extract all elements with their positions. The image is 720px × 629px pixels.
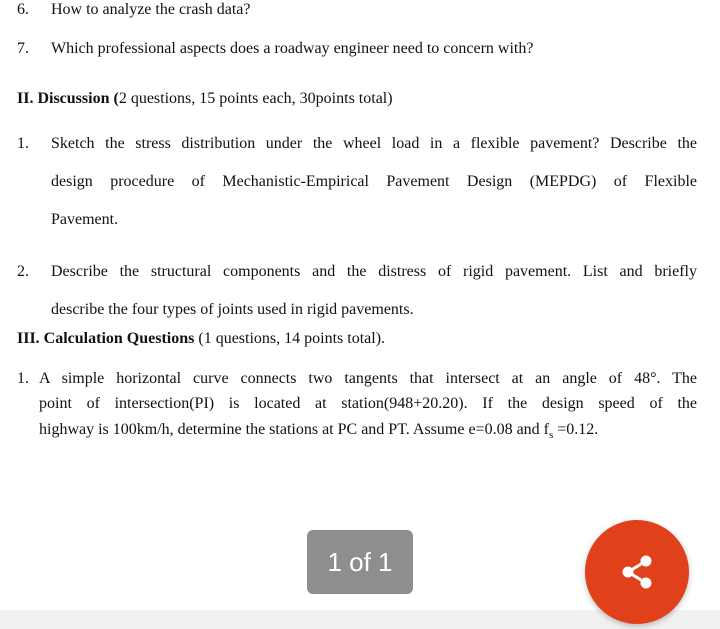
item-number: 1. [17,370,29,387]
question-line-text: =0.12. [553,421,599,438]
section-heading-discussion [17,89,393,109]
section-heading-detail: (1 questions, 14 points total). [194,330,386,347]
question-line: Pavement. [51,211,119,228]
question-line: point of intersection(PI) is located at station(948+20.20). If the design speed of the [39,395,697,412]
question-text: Which professional aspects does a roadway engineer need to concern with? [51,40,534,57]
share-icon [617,552,657,592]
item-number: 7. [17,40,29,57]
question-line: A simple horizontal curve connects two tangents that intersect at an angle of 48°. The [39,370,697,387]
item-number: 2. [17,263,29,280]
question-text: How to analyze the crash data? [51,1,251,18]
question-line: Describe the structural components and the distress of rigid pavement. List and briefly [51,263,697,280]
section-heading-bold: III. Calculation Questions [17,330,195,347]
subscript: s [549,429,554,442]
share-button[interactable] [585,520,689,624]
item-number: 6. [17,1,29,18]
section-heading-detail: 2 questions, 15 points each, 30points total) [118,90,393,107]
question-line-text: highway is 100km/h, determine the stations at PC and PT. Assume e=0.08 and f [39,421,549,438]
question-line [39,420,598,445]
question-line: describe the four types of joints used in rigid pavements. [51,301,414,318]
page-indicator: 1 of 1 [307,530,413,594]
question-line: Sketch the stress distribution under the wheel load in a flexible pavement? Describe the [51,135,697,152]
question-line: design procedure of Mechanistic-Empirical Pavement Design (MEPDG) of Flexible [51,173,697,190]
section-heading-calculation [17,329,385,349]
section-heading-bold: II. Discussion ( [17,90,119,107]
item-number: 1. [17,135,29,152]
